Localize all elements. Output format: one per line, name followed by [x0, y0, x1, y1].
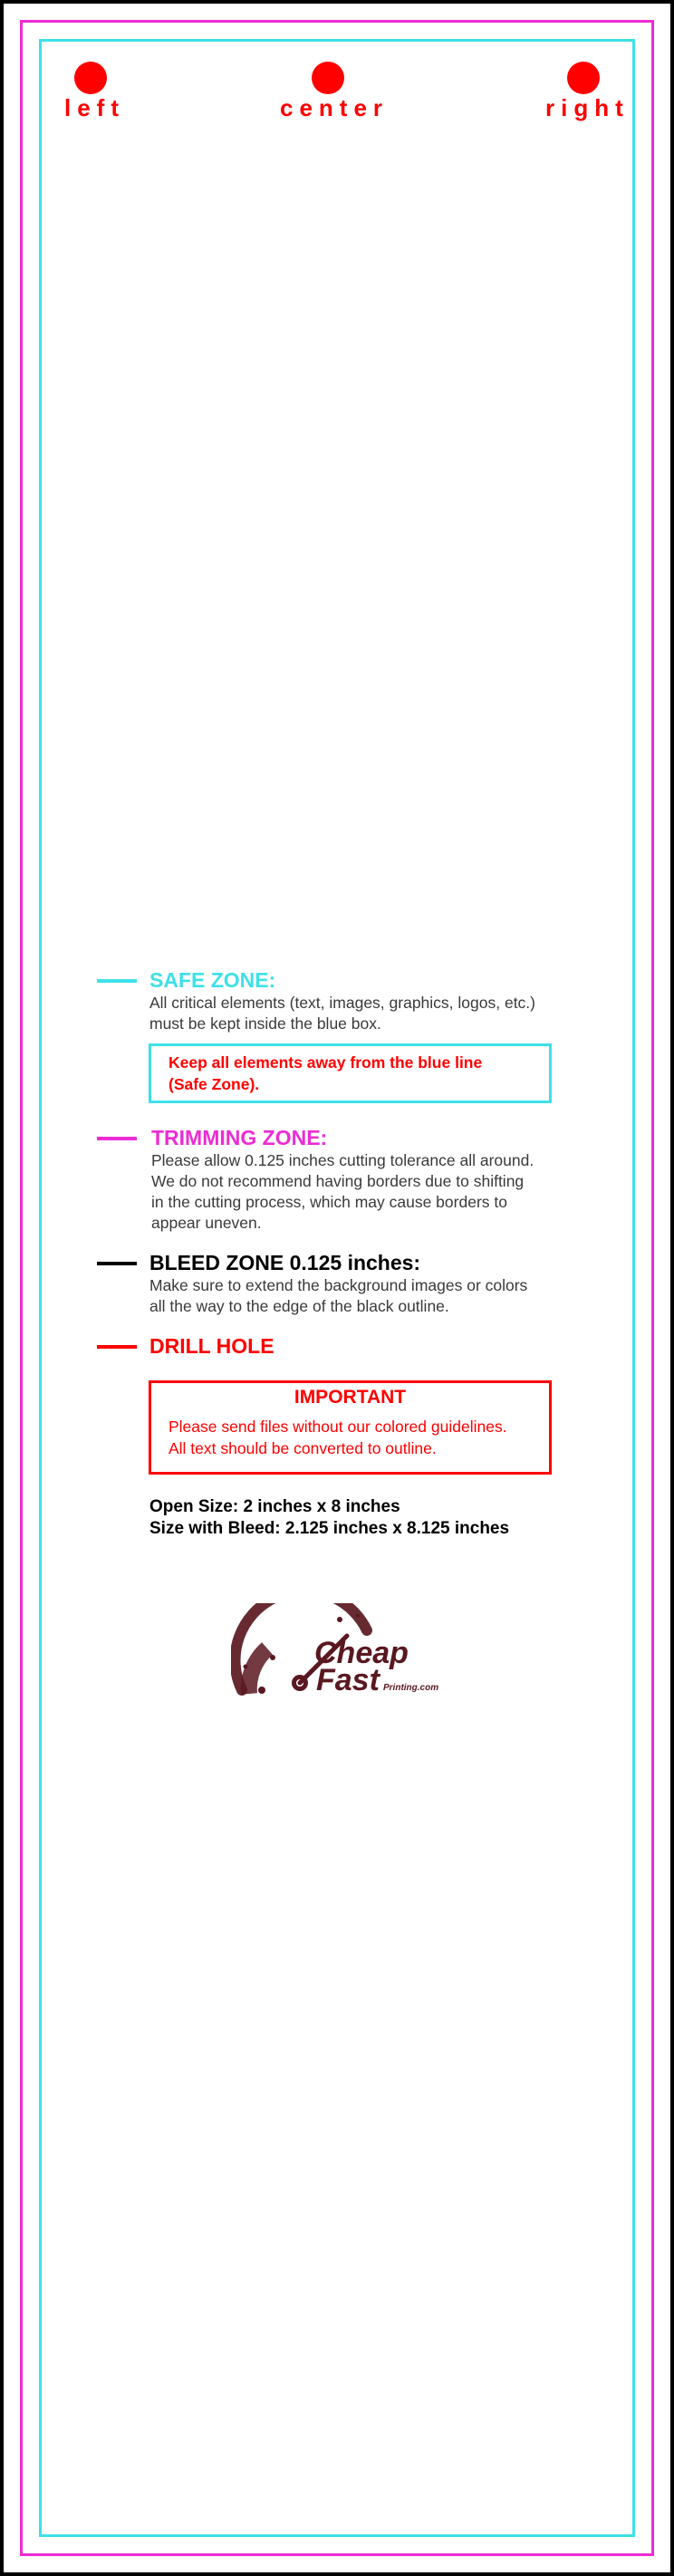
- safe-zone-swatch: [97, 979, 137, 983]
- drill-label-left: left: [64, 94, 125, 121]
- safe-zone-line: must be kept inside the blue box.: [149, 1014, 381, 1033]
- trim-zone-line: in the cutting process, which may cause borders to: [151, 1193, 507, 1211]
- logo-graphic: [231, 1603, 448, 1703]
- bleed-zone-title: BLEED ZONE 0.125 inches:: [149, 1251, 421, 1274]
- bleed-size: Size with Bleed: 2.125 inches x 8.125 inches: [149, 1519, 510, 1538]
- important-text: [168, 1416, 507, 1459]
- drill-hole-title: DRILL HOLE: [149, 1334, 274, 1358]
- cheapfastprinting-logo: [231, 1603, 448, 1707]
- trim-zone-line: Please allow 0.125 inches cutting tolerance all around.: [151, 1151, 534, 1169]
- safe-zone-line: All critical elements (text, images, graphics, logos, etc.): [149, 994, 535, 1012]
- safe-zone-note-box: [149, 1043, 552, 1103]
- drill-hole-left: [74, 62, 107, 94]
- logo-word-cheap: Cheap: [314, 1636, 409, 1670]
- drill-label-center: center: [280, 94, 390, 121]
- trim-zone-line: We do not recommend having borders due to shifting: [151, 1172, 525, 1190]
- bleed-zone-swatch: [97, 1262, 137, 1265]
- trim-zone-swatch: [97, 1137, 137, 1140]
- important-line: All text should be converted to outline.: [168, 1439, 437, 1457]
- bleed-zone-line: Make sure to extend the background images or colors: [149, 1276, 528, 1294]
- logo-word-fast: Fast: [316, 1663, 380, 1697]
- safe-zone-description: [149, 993, 535, 1034]
- bleed-zone-description: [149, 1275, 527, 1317]
- safe-zone-note: [168, 1052, 482, 1095]
- logo-suffix: Printing.com: [383, 1683, 439, 1693]
- important-title: IMPORTANT: [294, 1387, 407, 1408]
- drill-hole-right: [567, 62, 600, 94]
- trim-zone-description: [151, 1150, 534, 1234]
- size-info: [149, 1496, 509, 1540]
- safe-zone-note-line: (Safe Zone).: [168, 1075, 260, 1093]
- trim-zone-line: appear uneven.: [151, 1214, 262, 1232]
- safe-zone-title: SAFE ZONE:: [149, 968, 276, 992]
- important-line: Please send files without our colored guidelines.: [168, 1418, 507, 1436]
- safe-zone-note-line: Keep all elements away from the blue line: [168, 1053, 483, 1072]
- open-size: Open Size: 2 inches x 8 inches: [149, 1497, 400, 1516]
- important-box: [149, 1380, 552, 1475]
- drill-hole-swatch: [97, 1345, 137, 1349]
- drill-hole-center: [312, 62, 344, 94]
- bleed-zone-line: all the way to the edge of the black outline.: [149, 1297, 449, 1315]
- trim-zone-title: TRIMMING ZONE:: [151, 1126, 328, 1149]
- drill-label-right: right: [545, 94, 630, 121]
